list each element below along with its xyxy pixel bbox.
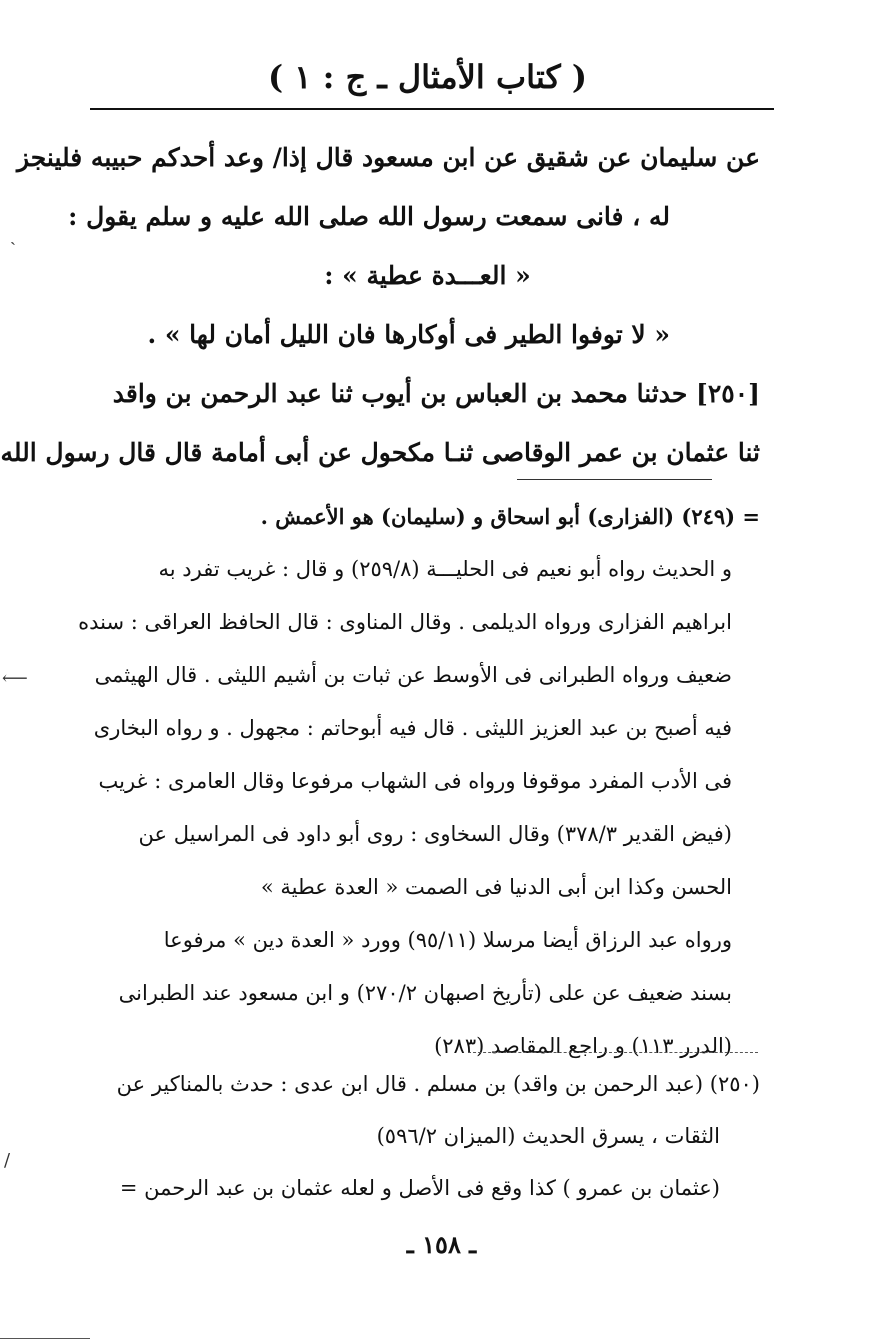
footnote-line: ابراهيم الفزارى ورواه الديلمى . وقال المناوى : قال الحافظ العراقى : سنده [78,610,732,634]
footnote-divider [468,1052,758,1053]
footnote-line: ورواه عبد الرزاق أيضا مرسلا (٩٥/١١) وورد « العدة دين » مرفوعا [163,928,732,952]
footnote-line: ضعيف ورواه الطبرانى فى الأوسط عن ثبات بن أشيم الليثى . قال الهيثمى [94,663,732,687]
footnote-line: (الدرر ١١٣) و راجع المقاصد (٢٨٣) [434,1034,732,1058]
footnotes-250 [95,1058,760,1214]
footnote-line: (فيض القدير ٣٧٨/٣) وقال السخاوى : روى أبو داود فى المراسيل عن [138,822,732,846]
main-line: عن سليمان عن شقيق عن ابن مسعود قال إذا/ وعد أحدكم حبيبه فلينجز [16,143,760,172]
page-number: ـ ١٥٨ ـ [406,1230,477,1259]
bottom-edge-line [0,1338,90,1339]
main-text [0,128,760,482]
main-line-quote: « العـــدة عطية » : [324,261,531,290]
margin-mark: ˎ [10,225,16,246]
main-line: له ، فانى سمعت رسول الله صلى الله عليه و سلم يقول : [68,202,670,231]
margin-arrow-mark: ⟵ [2,668,28,689]
footnote-line: (عثمان بن عمرو ) كذا وقع فى الأصل و لعله عثمان بن عبد الرحمن = [119,1176,720,1200]
running-header: ( كتاب الأمثال ـ ج : ١ ) [268,58,587,96]
header-rule [90,108,774,110]
main-line: ثنا عثمان بن عمر الوقاصى ثنـا مكحول عن أبى أمامة قال قال رسول الله [0,438,760,467]
footnote-line: (٢٥٠) (عبد الرحمن بن واقد) بن مسلم . قال ابن عدى : حدث بالمناكير عن [116,1072,760,1096]
footnote-line: فيه أصبح بن عبد العزيز الليثى . قال فيه أبوحاتم : مجهول . و رواه البخارى [93,716,732,740]
footnote-line: الحسن وكذا ابن أبى الدنيا فى الصمت « العدة عطية » [260,875,732,899]
footnote-line: بسند ضعيف عن على (تأريخ اصبهان ٢٧٠/٢) و ابن مسعود عند الطبرانى [118,981,732,1005]
main-line-hadith: « لا توفوا الطير فى أوكارها فان الليل أمان لها » . [147,320,670,349]
footnote-line: فى الأدب المفرد موقوفا ورواه فى الشهاب مرفوعا وقال العامرى : غريب [98,769,732,793]
footnote-separator [517,479,712,480]
footnotes [78,490,760,1073]
footnote-line: الثقات ، يسرق الحديث (الميزان ٥٩٦/٢) [376,1124,720,1148]
margin-stroke-mark: / [4,1150,11,1171]
footnote-line: = (٢٤٩) (الفزارى) أبو اسحاق و (سليمان) هو الأعمش . [260,504,760,529]
main-line-isnad: [٢٥٠] حدثنا محمد بن العباس بن أيوب ثنا عبد الرحمن بن واقد [112,379,760,408]
footnote-line: و الحديث رواه أبو نعيم فى الحليـــة (٢٥٩/٨) و قال : غريب تفرد به [158,557,732,581]
